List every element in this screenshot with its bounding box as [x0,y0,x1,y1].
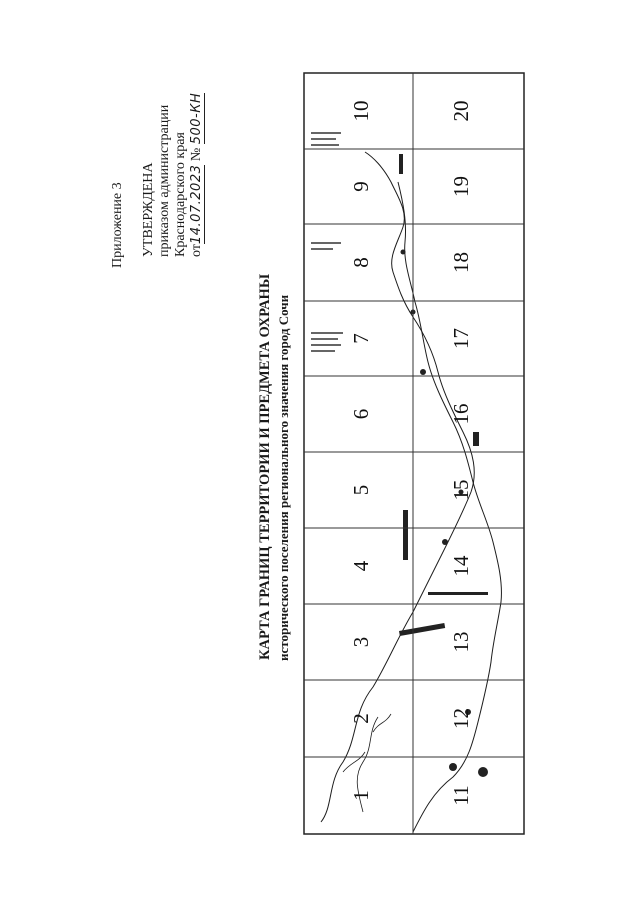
map-subtitle: исторического поселения регионального значения город Сочи [276,294,291,661]
sheet-number-5: 5 [348,484,373,496]
sheet-number-10: 10 [348,100,373,122]
sheet-number-1: 1 [348,790,373,801]
sheet-number-15: 15 [448,479,473,501]
sheet-number-11: 11 [448,785,473,806]
sheet-number-19: 19 [448,176,473,197]
sheet-number-6: 6 [348,408,373,420]
approval-date-line [189,93,205,257]
approval-block [141,93,205,257]
approval-status: УТВЕРЖДЕНА [141,162,156,257]
map-title: КАРТА ГРАНИЦ ТЕРРИТОРИИ И ПРЕДМЕТА ОХРАНЫ [257,273,273,660]
sheet-number-17: 17 [448,328,473,349]
sheet-number-16: 16 [448,403,473,425]
sheet-number-3: 3 [348,636,373,648]
sheet-number-18: 18 [448,252,473,273]
sheet-number-9: 9 [348,181,373,192]
sheet-number-7: 7 [348,333,373,344]
appendix-label: Приложение 3 [110,182,125,268]
sheet-number-4: 4 [348,560,373,572]
sheet-number-8: 8 [348,257,373,268]
approval-line-1: приказом администрации [157,104,172,257]
sheet-number-13: 13 [448,631,473,653]
sheet-number-2: 2 [348,713,373,724]
sheet-number-14: 14 [448,555,473,577]
sheet-number-20: 20 [448,100,473,122]
approval-number: 500-КН [189,92,204,145]
approval-number-sign: № [189,147,204,162]
approval-prefix: от [189,244,204,257]
map-border [304,73,524,834]
approval-date: 14.07.2023 [189,164,204,245]
map-sheet [303,72,525,835]
approval-line-2: Краснодарского края [173,132,188,257]
sheet-number-12: 12 [448,708,473,729]
